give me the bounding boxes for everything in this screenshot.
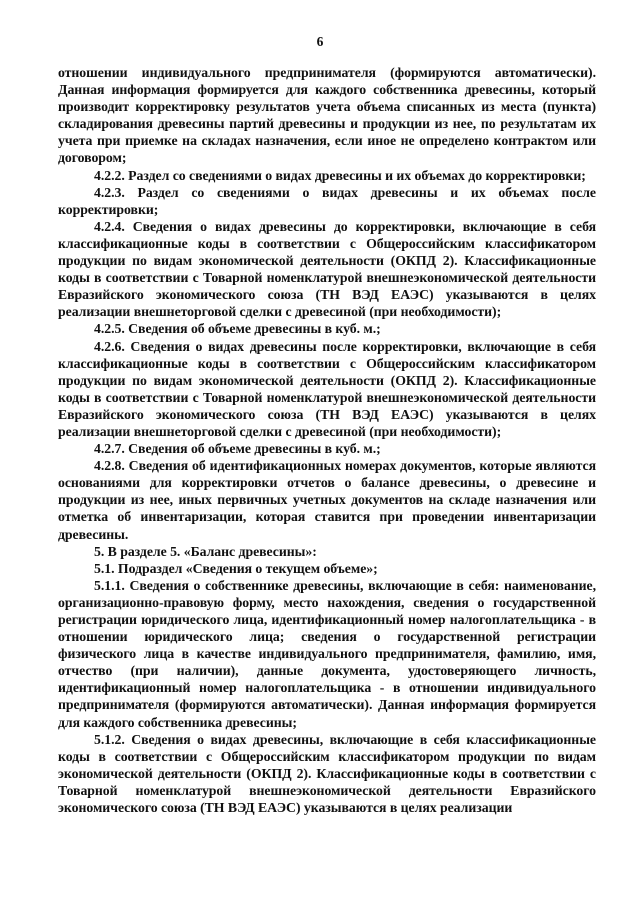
paragraph: 4.2.4. Сведения о видах древесины до корректировки, включающие в себя классификационные коды в соответствии с Общероссийским классификатором продукции по видам экономической деятельности (ОКПД 2). Классификационные коды в соответствии с Товарной номенклатурой внешнеэкономической деятельности Евразийского экономического союза (ТН ВЭД ЕАЭС) указываются в целях реализации внешнеторговой сделки с древесиной (при необходимости); bbox=[58, 218, 596, 320]
paragraph: 5.1.1. Сведения о собственнике древесины, включающие в себя: наименование, организационно-правовую форму, место нахождения, сведения о государственной регистрации юридического лица, идентификационный номер налогоплательщика - в отношении юридического лица; сведения о государственной регистрации физического лица в качестве индивидуального предпринимателя, фамилию, имя, отчество (при наличии), данные документа, удостоверяющего личность, идентификационный номер налогоплательщика - в отношении индивидуального предпринимателя (формируются автоматически). Данная информация формируется для каждого собственника древесины; bbox=[58, 577, 596, 730]
document-body bbox=[58, 64, 596, 816]
paragraph: 4.2.6. Сведения о видах древесины после корректировки, включающие в себя классификационные коды в соответствии с Общероссийским классификатором продукции по видам экономической деятельности (ОКПД 2). Классификационные коды в соответствии с Товарной номенклатурой внешнеэкономической деятельности Евразийского экономического союза (ТН ВЭД ЕАЭС) указываются в целях реализации внешнеторговой сделки с древесиной (при необходимости); bbox=[58, 338, 596, 439]
paragraph: 4.2.2. Раздел со сведениями о видах древесины и их объемах до корректировки; bbox=[94, 167, 586, 183]
paragraph: 4.2.8. Сведения об идентификационных номерах документов, которые являются основаниями для корректировки отчетов о балансе древесины, о древесине и продукции из нее, иных первичных учетных документов на складе назначения или отметка об инвентаризации, которая ставится при проведении инвентаризации древесины. bbox=[58, 458, 596, 542]
paragraph: 5.1. Подраздел «Сведения о текущем объеме»; bbox=[94, 560, 378, 576]
paragraph: 5. В разделе 5. «Баланс древесины»: bbox=[94, 543, 317, 559]
paragraph: 5.1.2. Сведения о видах древесины, включающие в себя классификационные коды в соответствии с Общероссийским классификатором продукции по видам экономической деятельности (ОКПД 2). Классификационные коды в соответствии с Товарной номенклатурой внешнеэкономической деятельности Евразийского экономического союза (ТН ВЭД ЕАЭС) указываются в целях реализации bbox=[58, 731, 596, 816]
paragraph: отношении индивидуального предпринимателя (формируются автоматически). Данная информация формируется для каждого собственника древесины, который производит корректировку результатов учета объема списанных из места (пункта) складирования древесины партий древесины и продукции из нее, по результатам их учета при приемке на складах назначения, если иное не определено контрактом или договором; bbox=[58, 65, 596, 166]
page-number: 6 bbox=[316, 34, 324, 49]
paragraph: 4.2.7. Сведения об объеме древесины в куб. м.; bbox=[94, 441, 381, 457]
paragraph: 4.2.3. Раздел со сведениями о видах древесины и их объемах после корректировки; bbox=[58, 184, 596, 217]
paragraph: 4.2.5. Сведения об объеме древесины в куб. м.; bbox=[94, 321, 381, 337]
